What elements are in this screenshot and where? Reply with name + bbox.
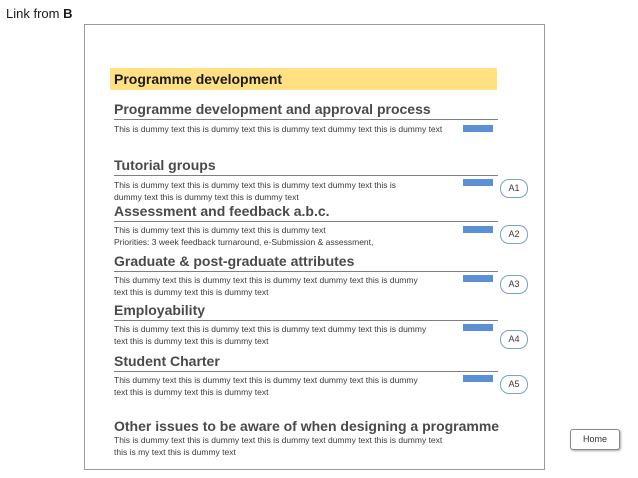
section-divider — [114, 175, 498, 176]
badge-link-a1[interactable]: A1 — [500, 179, 528, 198]
section-divider — [114, 271, 498, 272]
section-heading-graduate-attributes: Graduate & post-graduate attributes — [114, 253, 355, 269]
badge-link-a5[interactable]: A5 — [500, 375, 528, 394]
section-divider — [114, 221, 498, 222]
home-button[interactable]: Home — [570, 429, 620, 450]
section-divider — [114, 119, 498, 120]
section-heading-other-issues: Other issues to be aware of when designing a programme — [114, 418, 500, 434]
badge-link-a3[interactable]: A3 — [500, 275, 528, 294]
section-heading-programme-approval: Programme development and approval process — [114, 101, 431, 117]
progress-bar-marker — [463, 275, 493, 282]
body-line: This dummy text this is dummy text this is dummy text dummy text this is dummy — [114, 275, 418, 285]
body-line: This is dummy text this is dummy text this is dummy text — [114, 225, 326, 235]
body-line: text this is dummy text this is dummy text — [114, 287, 269, 297]
page-title-banner: Programme development — [110, 68, 497, 90]
progress-bar-marker — [463, 375, 493, 382]
section-body-programme-approval — [114, 123, 442, 135]
body-line: text this is dummy text this is dummy text — [114, 387, 269, 397]
body-line: This dummy text this is dummy text this is dummy text dummy text this is dummy — [114, 375, 418, 385]
link-prefix: Link from — [6, 6, 64, 21]
section-body-student-charter — [114, 374, 418, 398]
section-heading-tutorial-groups: Tutorial groups — [114, 157, 216, 173]
section-heading-assessment-feedback: Assessment and feedback a.b.c. — [114, 203, 330, 219]
badge-link-a4[interactable]: A4 — [500, 330, 528, 349]
body-line: This is dummy text this is dummy text this is dummy text dummy text this is dummy text — [114, 124, 443, 134]
body-line: This is dummy text this is dummy text this is dummy text dummy text this is dummy text — [114, 435, 443, 445]
link-from-label — [6, 6, 72, 21]
section-heading-student-charter: Student Charter — [114, 353, 220, 369]
section-body-employability — [114, 323, 426, 347]
progress-bar-marker — [463, 324, 493, 331]
body-line: This is dummy text this is dummy text this is dummy text dummy text this is dummy — [114, 324, 427, 334]
link-target: B — [63, 6, 73, 21]
section-body-graduate-attributes — [114, 274, 418, 298]
progress-bar-marker — [463, 179, 493, 186]
section-heading-employability: Employability — [114, 302, 206, 318]
section-divider — [114, 320, 498, 321]
body-line: Priorities: 3 week feedback turnaround, e-Submission & assessment, — [114, 237, 374, 247]
progress-bar-marker — [463, 125, 493, 132]
section-body-tutorial-groups — [114, 179, 396, 203]
badge-link-a2[interactable]: A2 — [500, 225, 528, 244]
body-line: dummy text this is dummy text this is dummy text — [114, 192, 299, 202]
body-line: text this is dummy text this is dummy text — [114, 336, 269, 346]
progress-bar-marker — [463, 226, 493, 233]
body-line: This is dummy text this is dummy text this is dummy text dummy text this is — [114, 180, 396, 190]
section-divider — [114, 371, 498, 372]
section-body-other-issues — [114, 434, 442, 458]
body-line: this is my text this is dummy text — [114, 447, 236, 457]
section-body-assessment-feedback — [114, 224, 373, 248]
